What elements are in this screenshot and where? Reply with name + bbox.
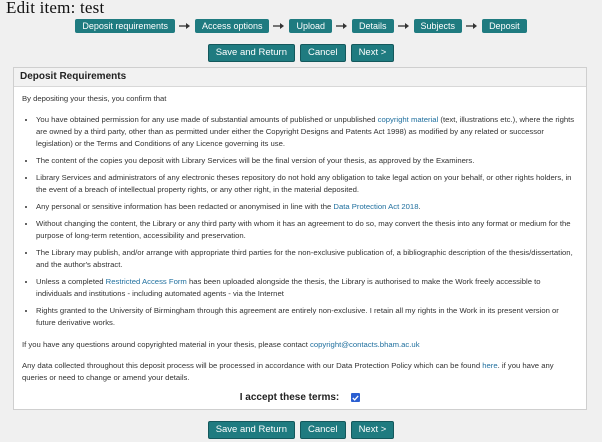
list-item: • The Library may publish, and/or arrange with appropriate third parties for the non-exclusive publication of, a bibliographic description of the thesis/dissertation, and the author's abstract.: [36, 247, 578, 271]
panel-body: [14, 87, 586, 384]
data-protection-note: Any data collected throughout this deposit process will be processed in accordance with our Data Protection Policy which can be found here. if you have any queries or need to change or amend your details.: [22, 361, 554, 382]
panel-title: Deposit Requirements: [14, 68, 586, 87]
next-button[interactable]: Next >: [351, 421, 395, 439]
save-and-return-button[interactable]: Save and Return: [208, 421, 295, 439]
bottom-button-row: [0, 421, 602, 439]
step-subjects[interactable]: Subjects: [414, 19, 463, 33]
list-item: • Unless a completed Restricted Access Form has been uploaded alongside the thesis, the Library is authorised to make the Work freely accessible to individuals and institutions - including automated agents - via the Internet: [36, 276, 578, 300]
arrow-right-icon: [462, 19, 482, 33]
arrow-right-icon: [269, 19, 289, 33]
copyright-email-link[interactable]: copyright@contacts.bham.ac.uk: [310, 340, 420, 349]
cancel-button[interactable]: Cancel: [300, 421, 346, 439]
list-item: • Library Services and administrators of any electronic theses repository do not hold any obligation to take legal action on your behalf, or other rights holders, in the event of a breach of intellectual property rights, or any other right, in the material deposited.: [36, 172, 578, 196]
step-deposit[interactable]: Deposit: [482, 19, 527, 33]
accept-terms-row: [14, 392, 586, 403]
arrow-right-icon: [332, 19, 352, 33]
accept-terms-checkbox[interactable]: [351, 393, 360, 402]
page-title: Edit item: test: [6, 0, 105, 17]
step-upload[interactable]: Upload: [289, 19, 332, 33]
deposit-requirements-panel: [13, 67, 587, 410]
next-button[interactable]: Next >: [351, 44, 395, 62]
arrow-right-icon: [175, 19, 195, 33]
step-details[interactable]: Details: [352, 19, 394, 33]
cancel-button[interactable]: Cancel: [300, 44, 346, 62]
arrow-right-icon: [394, 19, 414, 33]
checkmark-icon: [352, 395, 359, 401]
top-button-row: [0, 44, 602, 62]
data-protection-act-link[interactable]: Data Protection Act 2018: [333, 202, 419, 211]
copyright-material-link[interactable]: copyright material: [377, 115, 439, 124]
list-item: • Any personal or sensitive information has been redacted or anonymised in line with the Data Protection Act 2018.: [36, 201, 578, 213]
list-item: • You have obtained permission for any use made of substantial amounts of published or unpublished copyright material (text, illustrations etc.), where the rights are owned by a third party, other than as permitted under either the Copyright Designs and Patents Act 1998) as modified by any related or successor legislation) or the Terms and Conditions of any Licence governing its use.: [36, 114, 578, 150]
list-item: • The content of the copies you deposit with Library Services will be the final version of your thesis, as approved by the Examiners.: [36, 155, 578, 167]
list-item: • Rights granted to the University of Birmingham through this agreement are entirely non-exclusive. I retain all my rights in the Work in its present version or future derivative works.: [36, 305, 578, 329]
questions-text: If you have any questions around copyrighted material in your thesis, please contact copyright@contacts.bham.ac.uk: [22, 340, 420, 349]
workflow-steps: [0, 19, 602, 33]
save-and-return-button[interactable]: Save and Return: [208, 44, 295, 62]
restricted-access-form-link[interactable]: Restricted Access Form: [105, 277, 187, 286]
data-policy-link[interactable]: here: [482, 361, 498, 370]
step-deposit-requirements[interactable]: Deposit requirements: [75, 19, 175, 33]
intro-text: By depositing your thesis, you confirm that: [22, 94, 167, 103]
accept-terms-label: I accept these terms:: [239, 392, 340, 403]
requirements-list: [22, 114, 578, 329]
step-access-options[interactable]: Access options: [195, 19, 270, 33]
list-item: • Without changing the content, the Library or any third party with whom it has an agreement to do so, may convert the thesis into any format or medium for the purpose of long-term retention, accessibility and preservation.: [36, 218, 578, 242]
